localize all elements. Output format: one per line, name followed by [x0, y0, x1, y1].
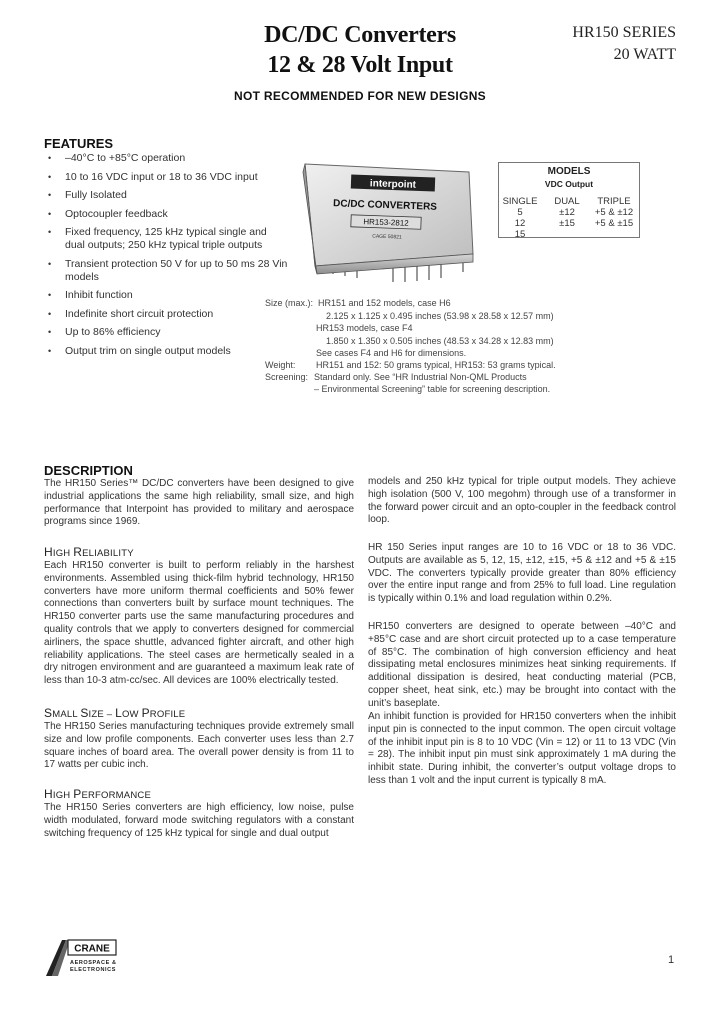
- high-reliability-heading: HIGH RELIABILITY: [44, 545, 134, 559]
- photo-part-number: HR153-2812: [363, 217, 409, 228]
- models-col-header: SINGLE: [502, 196, 538, 207]
- feature-item: • Fixed frequency, 125 kHz typical single and dual outputs; 250 kHz typical triple outputs: [48, 226, 288, 252]
- not-recommended-notice: NOT RECOMMENDED FOR NEW DESIGNS: [234, 89, 486, 103]
- feature-item: • Inhibit function: [48, 289, 288, 302]
- photo-brand: interpoint: [369, 178, 417, 191]
- spec-size-line: HR153 models, case F4: [316, 323, 413, 333]
- feature-item: • Fully Isolated: [48, 189, 288, 202]
- description-heading: DESCRIPTION: [44, 463, 133, 478]
- crane-logo-name: CRANE: [74, 943, 110, 955]
- crane-logo-sub1: AEROSPACE &: [70, 960, 117, 966]
- title-line-2: 12 & 28 Volt Input: [267, 52, 453, 78]
- models-col-header: DUAL: [554, 196, 580, 207]
- photo-cage-code: CAGE 50821: [372, 233, 402, 241]
- series-name: HR150 SERIES: [572, 24, 676, 41]
- description-intro: The HR150 Series™ DC/DC converters have been designed to give industrial applications the same high reliability, small size, and high performance that Interpoint has provided to military and aerospace programs since 1969.: [44, 478, 354, 528]
- description-right-para-2: HR 150 Series input ranges are 10 to 16 VDC or 18 to 36 VDC. Outputs are available as 5, 12, 15, ±12, ±15, +5 & ±12 and +5 & ±15 VDC. The converters typically provide greater than 80% efficiency over the entire input range and from 25% to full load. Line regulation is typically within 0.1% and load regulation within 0.2%.: [368, 542, 676, 605]
- models-title: MODELS: [547, 166, 591, 177]
- models-col-header: TRIPLE: [597, 196, 631, 207]
- title-line-1: DC/DC Converters: [264, 22, 456, 48]
- converter-image: [293, 158, 483, 286]
- models-value: ±12: [559, 207, 575, 218]
- feature-item: • 10 to 16 VDC input or 18 to 36 VDC input: [48, 171, 288, 184]
- spec-screening-line: – Environmental Screening” table for screening description.: [314, 384, 551, 394]
- crane-logo: [44, 938, 122, 978]
- models-value: 12: [514, 218, 526, 229]
- small-size-heading: SMALL SIZE – LOW PROFILE: [44, 706, 186, 720]
- feature-item: • Output trim on single output models: [48, 345, 288, 358]
- models-value: ±15: [559, 218, 575, 229]
- product-photo: [293, 158, 483, 286]
- crane-logo-sub2: ELECTRONICS: [70, 967, 117, 973]
- models-value: 5: [517, 207, 523, 218]
- spec-size-line: 2.125 x 1.125 x 0.495 inches (53.98 x 28.58 x 12.57 mm): [326, 311, 554, 321]
- models-col-single: [500, 196, 540, 240]
- spec-screening-label: Screening:: [265, 372, 309, 382]
- feature-item: • Transient protection 50 V for up to 50 ms 28 Vin models: [48, 258, 288, 284]
- spec-size-line: 1.850 x 1.350 x 0.505 inches (48.53 x 34.28 x 12.83 mm): [326, 336, 554, 346]
- spec-screening-line: Standard only. See “HR Industrial Non-QML Products: [314, 372, 527, 382]
- features-list: [48, 152, 288, 363]
- description-right-para-1: models and 250 kHz typical for triple output models. They achieve high isolation (500 V, 100 megohm) through use of a transformer in the forward power circuit and an opto-coupler in the feedback control loop.: [368, 476, 676, 526]
- description-right-para-3: HR150 converters are designed to operate between –40°C and +85°C case and are short circuit protected up to a case temperature of 85°C. The combination of high conversion efficiency and heat dissipating metal enclosures minimizes heat sinking requirements. If additional dissipation is desired, heat conducting material (PCB, copper sheet, heat sink, etc.) may be brought into contact with the unit’s baseplate.: [368, 621, 676, 709]
- series-wattage: 20 WATT: [613, 46, 676, 63]
- models-subtitle: VDC Output: [544, 179, 594, 189]
- photo-label: DC/DC CONVERTERS: [332, 198, 438, 213]
- small-size-text: The HR150 Series manufacturing techniques provide extremely small size and low profile components. Each converter uses less than 2.7 square inches of board area. The overall power density is from 11 to 17 watts per cubic inch.: [44, 721, 354, 771]
- high-reliability-text: Each HR150 converter is built to perform reliably in the harshest environments. Assembled using thick-film hybrid technology, HR150 converters have more uniform thermal coefficients and 50% fewer connections than converters built by surface mount techniques. The HR150 converter parts use the same manufacturing procedures and quality controls that we apply to converters designed for commercial airliners, the space shuttle, advanced fighter aircraft, and other high reliability applications. The steel cases are hermetically sealed in a dry nitrogen environment and are guaranteed a maximum leak rate of less than 10-3 atm-cc/sec. All devices are 100% electrically tested.: [44, 560, 354, 687]
- models-value: 15: [514, 229, 526, 240]
- feature-item: • Up to 86% efficiency: [48, 326, 288, 339]
- high-performance-heading: HIGH PERFORMANCE: [44, 787, 151, 801]
- models-col-triple: [589, 196, 639, 229]
- models-col-dual: [549, 196, 585, 229]
- models-value: +5 & ±12: [594, 207, 634, 218]
- feature-item: • Optocoupler feedback: [48, 208, 288, 221]
- description-right-para-4: An inhibit function is provided for HR150 converters when the inhibit input pin is connected to the input common. The open circuit voltage of the inhibit input pin is 8 to 10 VDC (Vin = 12) or 11 to 13 VDC (Vin = 28). The inhibit input pin must sink approximately 1 mA during the inhibit state. During inhibit, the converter’s output voltage drops to less than 1 volt and the input current is typically 8 mA.: [368, 711, 676, 786]
- page-number: 1: [668, 954, 675, 966]
- models-value: +5 & ±15: [594, 218, 634, 229]
- spec-weight-value: HR151 and 152: 50 grams typical, HR153: 53 grams typical.: [316, 360, 556, 370]
- spec-weight-label: Weight:: [265, 360, 296, 370]
- spec-size-line: HR151 and 152 models, case H6: [318, 298, 451, 308]
- spec-size-line: See cases F4 and H6 for dimensions.: [316, 348, 467, 358]
- feature-item: • –40°C to +85°C operation: [48, 152, 288, 165]
- high-performance-text: The HR150 Series converters are high efficiency, low noise, pulse width modulated, forward mode switching regulators with a constant switching frequency of 125 kHz typical for single and dual output: [44, 802, 354, 839]
- crane-logo-icon: [44, 938, 124, 978]
- spec-size-label: Size (max.):: [265, 298, 314, 308]
- features-heading: FEATURES: [44, 136, 114, 151]
- feature-item: • Indefinite short circuit protection: [48, 308, 288, 321]
